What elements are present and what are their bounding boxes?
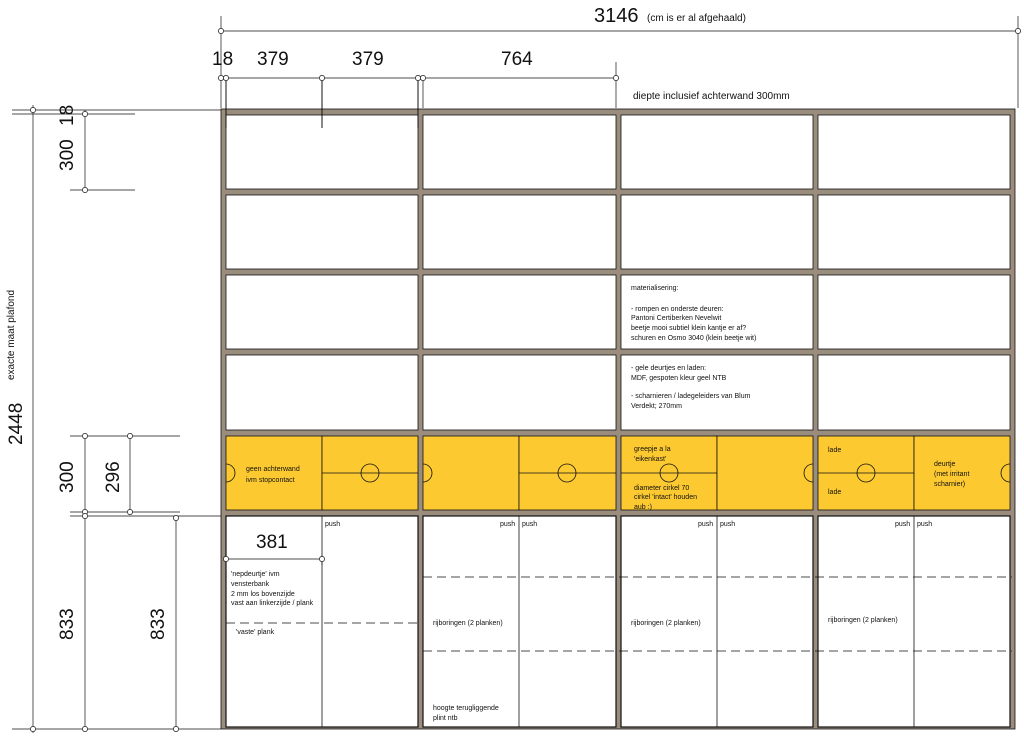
yellow-outer-dimension: 300 [57,461,78,493]
yellow-panel [717,436,813,510]
push-label: push [698,521,714,528]
handle-note: greepje a la 'eikenkast' [634,446,671,463]
total-width-note: (cm is er al afgehaald) [647,13,746,24]
false-door-width-dimension: 381 [256,532,288,553]
half-bay-dimension-2: 379 [352,49,384,70]
side-panel-dimension: 18 [212,49,234,70]
drawer-bottom-label: lade [828,489,842,496]
lower-inner-dimension: 833 [148,608,169,640]
yellow-panel [226,436,322,510]
total-height-dimension: 2448 [6,402,27,445]
top-panel-dimension: 18 [57,104,78,126]
push-label: push [720,521,736,528]
drawer-top-label: lade [828,447,842,454]
materials-note: materialisering: - rompen en onderste deuren: Pantoni Certiberken Nevelwit beetje mooi subtiel klein kantje er af? schuren en Osmo 3040 (klein beetje wit) - gele deurtjes en laden: MDF, gespoten kleur geel NTB - scharnieren / ladegeleiders van Blum Verdekt; 270mm [631,285,757,410]
fixed-shelf-note: 'vaste' plank [236,629,275,636]
door-hinge-note: deurtje (met irritant scharnier) [934,461,970,488]
no-backwall-note: geen achterwand ivm stopcontact [246,466,300,484]
total-width-label: 3146 [594,5,639,27]
push-label: push [895,521,911,528]
yellow-inner-dimension: 296 [103,461,124,493]
drill-holes-note-bay-2: rijboringen (2 planken) [433,620,503,627]
total-height-note: exacte maat plafond [6,289,17,380]
circle-note: diameter cirkel 70 cirkel 'intact' houden aub :) [634,485,697,511]
yellow-panel [423,436,519,510]
push-label: push [917,521,933,528]
plinth-note: hoogte terugliggende plint ntb [433,705,499,722]
push-label: push [325,521,341,528]
lower-outer-dimension: 833 [57,608,78,640]
drill-holes-note-bay-3: rijboringen (2 planken) [631,620,701,627]
push-label: push [522,521,538,528]
cabinet-frame [221,78,1015,729]
push-label: push [500,521,516,528]
shelf-height-dimension: 300 [57,139,78,171]
bay-width-dimension: 764 [501,49,533,70]
depth-note: diepte inclusief achterwand 300mm [633,91,790,102]
half-bay-dimension-1: 379 [257,49,289,70]
drill-holes-note-bay-4: rijboringen (2 planken) [828,617,898,624]
false-door-note: 'nepdeurtje' ivm vensterbank 2 mm los bovenzijde vast aan linkerzijde / plank [231,571,314,607]
